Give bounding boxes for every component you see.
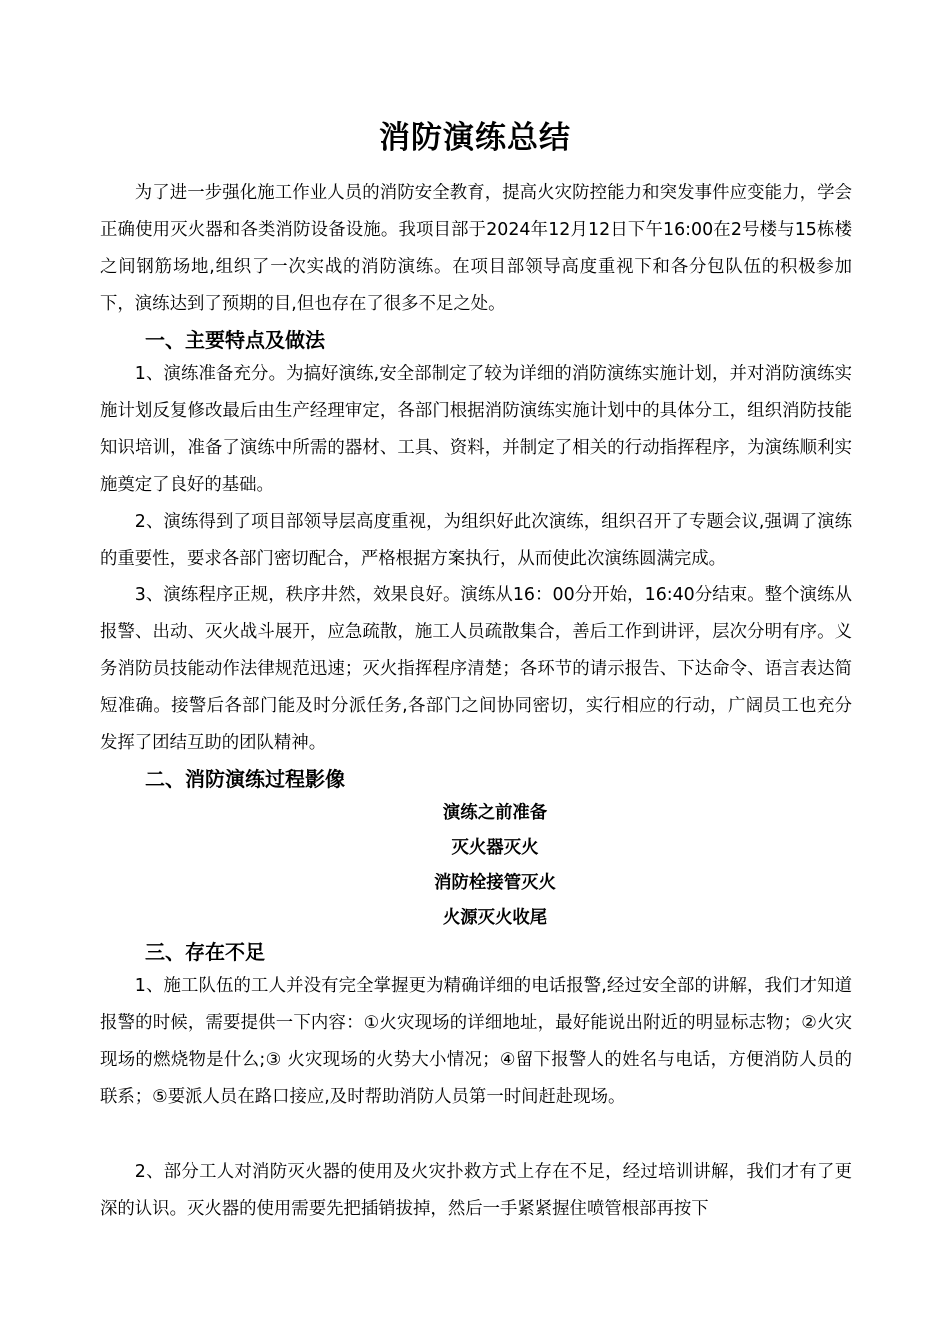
image-caption-finish: 火源灭火收尾: [442, 908, 548, 928]
shortcoming-item-2: 2、部分工人对消防灭火器的使用及火灾扑救方式上存在不足，经过培训讲解，我们才有了更深的认识。灭火器的使用需要先把插销拔掉，然后一手紧紧握住喷管根部再按下: [100, 1162, 852, 1219]
image-caption-preparation: 演练之前准备: [442, 803, 548, 823]
intro-paragraph: 为了进一步强化施工作业人员的消防安全教育，提高火灾防控能力和突发事件应变能力，学会正确使用灭火器和各类消防设备设施。我项目部于2024年12月12日下午16:00在2号楼与15栋楼之间钢筋场地,组织了一次实战的消防演练。在项目部领导高度重视下和各分包队伍的积极参加下，演练达到了预期的目,但也存在了很多不足之处。: [100, 183, 852, 314]
document-title: 消防演练总结: [379, 120, 571, 156]
feature-item-2: 2、演练得到了项目部领导层高度重视，为组织好此次演练，组织召开了专题会议,强调了演练的重要性，要求各部门密切配合，严格根据方案执行，从而使此次演练圆满完成。: [100, 512, 852, 569]
image-caption-extinguisher: 灭火器灭火: [451, 838, 539, 858]
image-caption-hydrant: 消防栓接管灭火: [434, 873, 556, 893]
section-heading-features: 一、主要特点及做法: [145, 328, 325, 352]
feature-item-3: 3、演练程序正规，秩序井然，效果良好。演练从16：00分开始，16:40分结束。整个演练从报警、出动、灭火战斗展开，应急疏散，施工人员疏散集合，善后工作到讲评，层次分明有序。义务消防员技能动作法律规范迅速；灭火指挥程序清楚；各环节的请示报告、下达命令、语言表达简短准确。接警后各部门能及时分派任务,各部门之间协同密切，实行相应的行动，广阔员工也充分发挥了团结互助的团队精神。: [100, 585, 852, 753]
section-heading-shortcomings: 三、存在不足: [145, 940, 265, 964]
section-heading-images: 二、消防演练过程影像: [145, 767, 345, 791]
shortcoming-item-1: 1、施工队伍的工人并没有完全掌握更为精确详细的电话报警,经过安全部的讲解，我们才知道报警的时候，需要提供一下内容：①火灾现场的详细地址，最好能说出附近的明显标志物；②火灾现场的燃烧物是什么;③ 火灾现场的火势大小情况；④留下报警人的姓名与电话，方便消防人员的联系；⑤要派人员在路口接应,及时帮助消防人员第一时间赶赴现场。: [100, 976, 852, 1107]
feature-item-1: 1、演练准备充分。为搞好演练,安全部制定了较为详细的消防演练实施计划，并对消防演练实施计划反复修改最后由生产经理审定，各部门根据消防演练实施计划中的具体分工，组织消防技能知识培训，准备了演练中所需的器材、工具、资料，并制定了相关的行动指挥程序，为演练顺利实施奠定了良好的基础。: [100, 364, 852, 495]
